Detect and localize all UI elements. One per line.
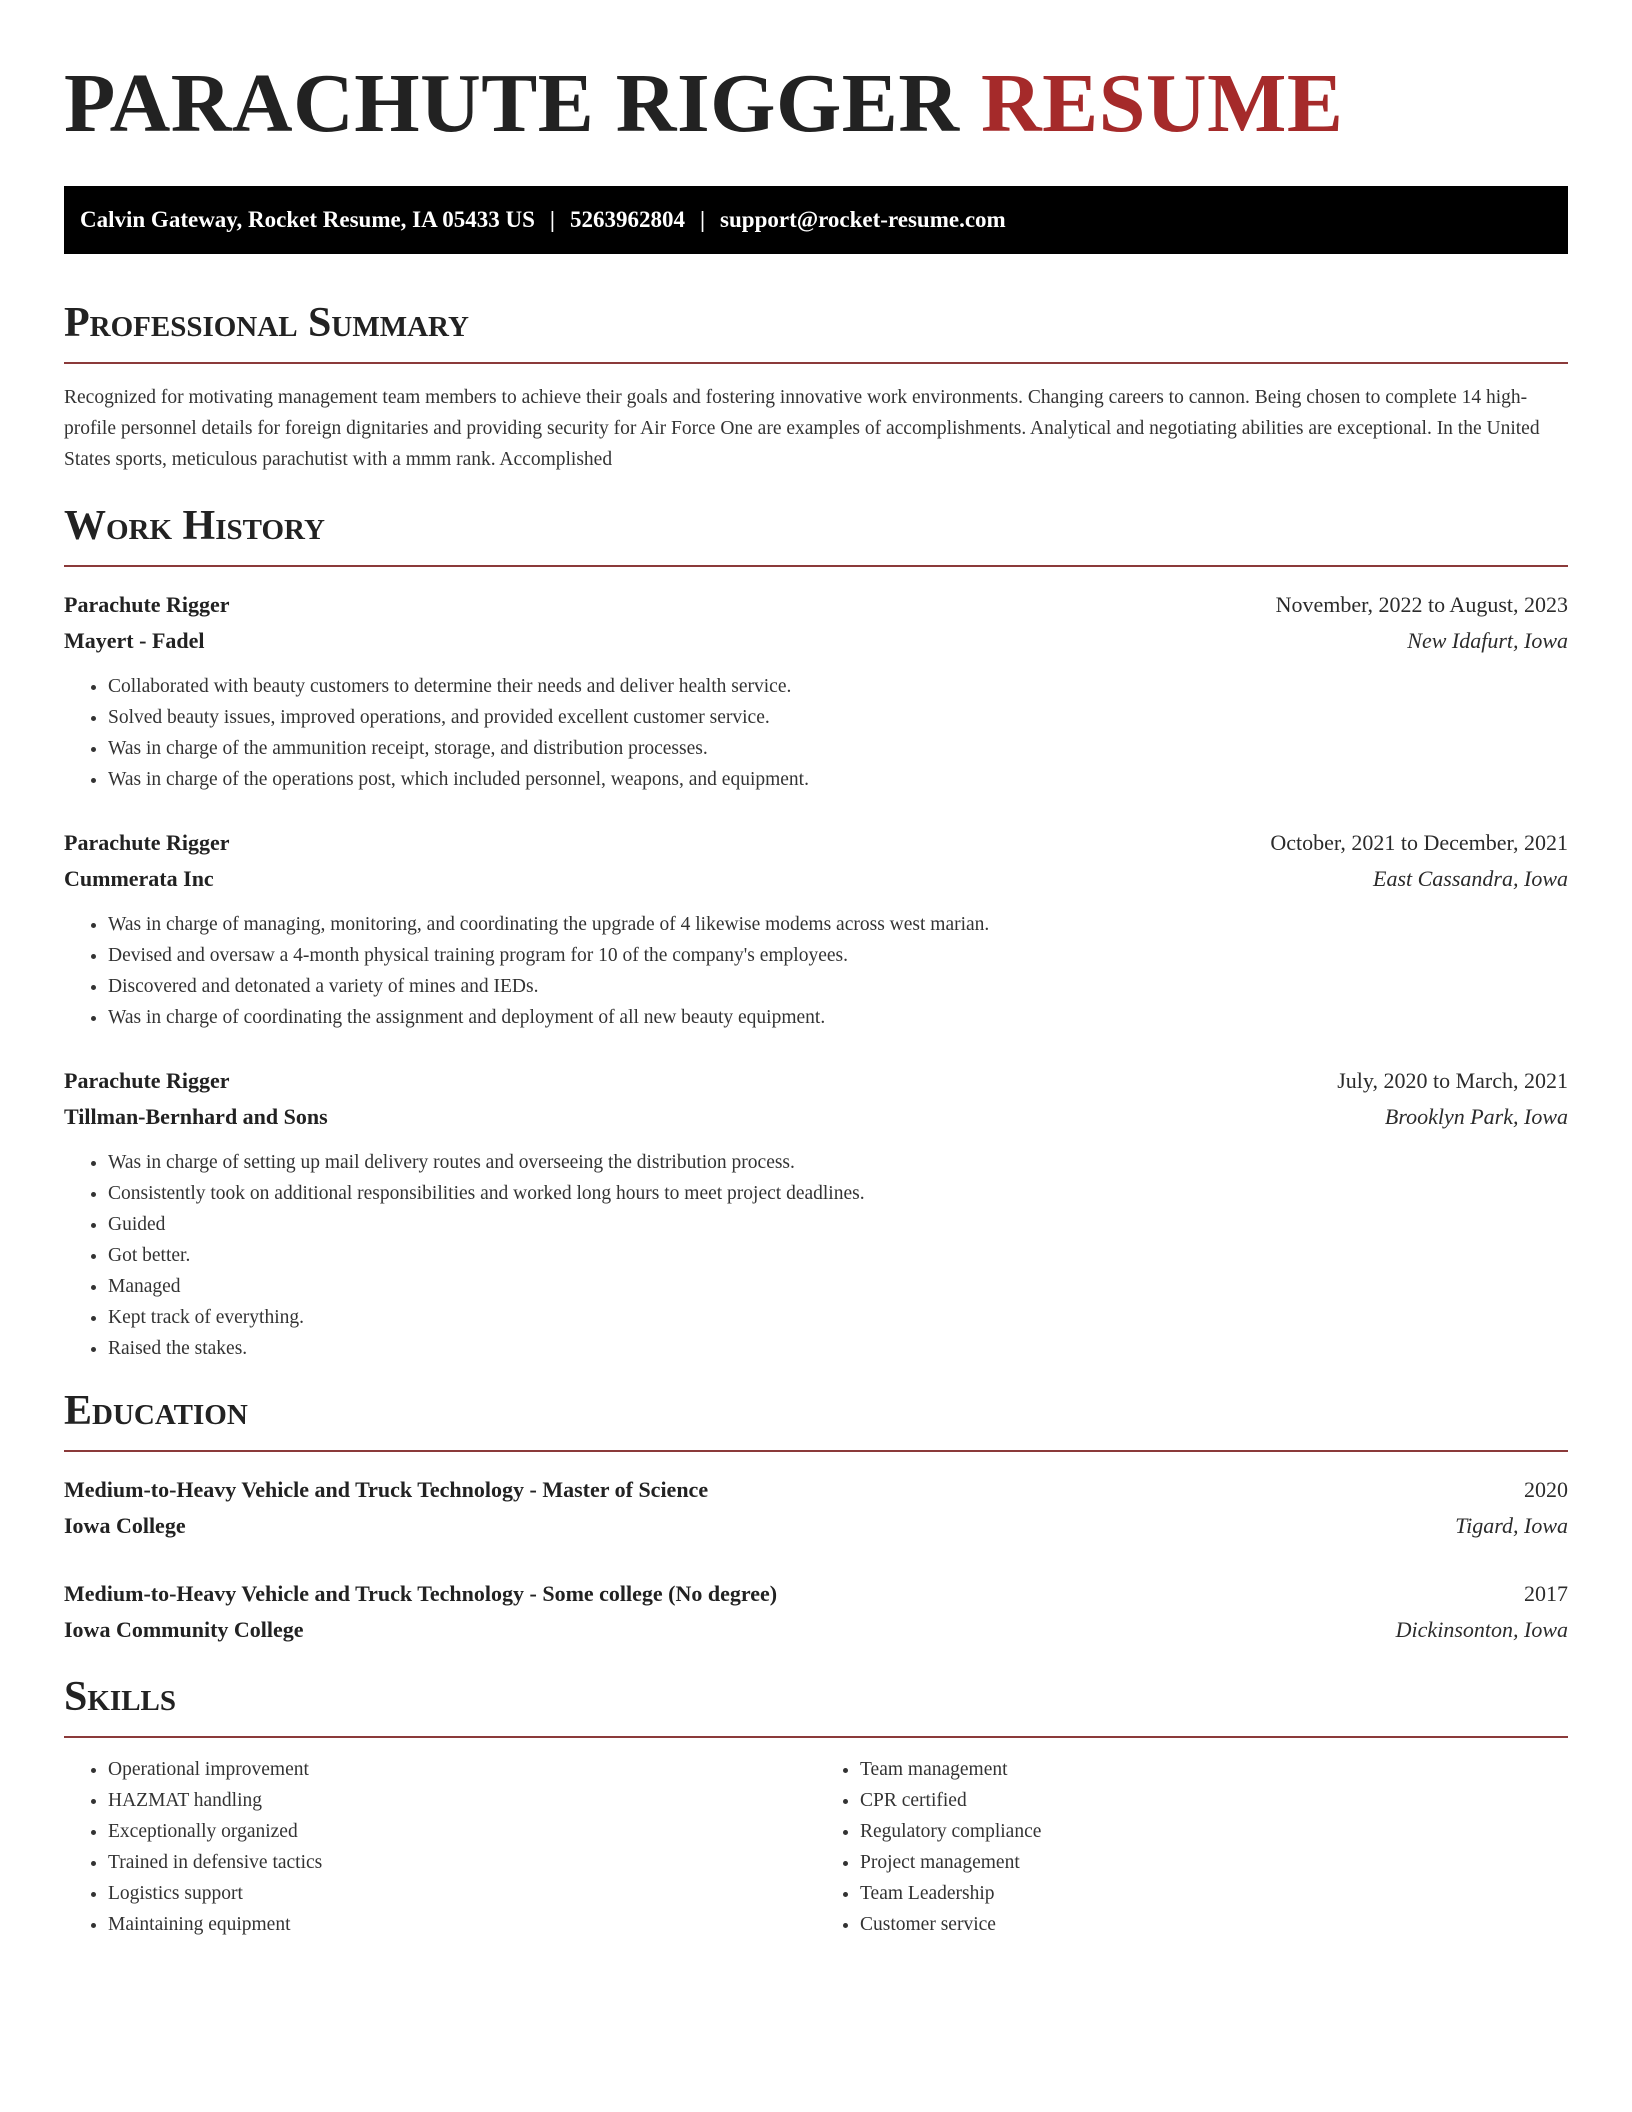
skill-item: • Trained in defensive tactics bbox=[108, 1847, 816, 1878]
resume-title bbox=[64, 56, 1568, 152]
skill-item: • Regulatory compliance bbox=[860, 1816, 1568, 1847]
education-year: 2017 bbox=[1524, 1581, 1568, 1606]
education-degree-row bbox=[64, 1472, 1568, 1508]
contact-separator: | bbox=[699, 207, 706, 232]
contact-email: support@rocket-resume.com bbox=[720, 207, 1006, 232]
education-school-row bbox=[64, 1508, 1568, 1544]
skill-item: • Customer service bbox=[860, 1909, 1568, 1940]
job-header-row bbox=[64, 825, 1568, 861]
job-company-row bbox=[64, 861, 1568, 897]
skill-item: • Maintaining equipment bbox=[108, 1909, 816, 1940]
summary-section bbox=[64, 298, 1568, 475]
skills-list-right bbox=[816, 1754, 1568, 1940]
work-history-section bbox=[64, 501, 1568, 1364]
job-bullet: • Guided bbox=[108, 1209, 1568, 1240]
skill-item: • Exceptionally organized bbox=[108, 1816, 816, 1847]
job-bullet: • Kept track of everything. bbox=[108, 1302, 1568, 1333]
skill-item: • CPR certified bbox=[860, 1785, 1568, 1816]
summary-text: Recognized for motivating management team members to achieve their goals and fostering innovative work environments. Changing careers to cannon. Being chosen to complete 14 high-profile personnel details for foreign dignitaries and providing security for Air Force One are examples of accomplishments. Analytical and negotiating abilities are exceptional. In the United States sports, meticulous parachutist with a mmm rank. Accomplished bbox=[64, 387, 1540, 470]
job-bullet: • Was in charge of coordinating the assignment and deployment of all new beauty equipment. bbox=[108, 1002, 1568, 1033]
job-entry bbox=[64, 587, 1568, 795]
education-heading: Education bbox=[64, 1386, 1568, 1452]
job-bullet: • Was in charge of the ammunition receipt, storage, and distribution processes. bbox=[108, 733, 1568, 764]
job-location: Brooklyn Park, Iowa bbox=[1384, 1104, 1568, 1129]
job-bullet: • Was in charge of the operations post, which included personnel, weapons, and equipment. bbox=[108, 764, 1568, 795]
job-bullets bbox=[64, 909, 1568, 1033]
job-bullet: • Solved beauty issues, improved operations, and provided excellent customer service. bbox=[108, 702, 1568, 733]
education-entry bbox=[64, 1472, 1568, 1544]
job-location: East Cassandra, Iowa bbox=[1373, 866, 1568, 891]
resume-title-main: PARACHUTE RIGGER bbox=[64, 57, 960, 150]
skills-section bbox=[64, 1672, 1568, 1940]
education-degree: Medium-to-Heavy Vehicle and Truck Technology - Master of Science bbox=[64, 1477, 709, 1502]
job-dates: July, 2020 to March, 2021 bbox=[1337, 1068, 1568, 1093]
contact-address: Calvin Gateway, Rocket Resume, IA 05433 US bbox=[80, 207, 535, 232]
education-location: Dickinsonton, Iowa bbox=[1395, 1617, 1568, 1642]
contact-separator: | bbox=[549, 207, 555, 232]
job-bullet: • Got better. bbox=[108, 1240, 1568, 1271]
skill-item: • Project management bbox=[860, 1847, 1568, 1878]
education-degree: Medium-to-Heavy Vehicle and Truck Technology - Some college (No degree) bbox=[64, 1581, 778, 1606]
education-school: Iowa College bbox=[64, 1513, 186, 1538]
education-year: 2020 bbox=[1524, 1477, 1568, 1502]
skills-heading: Skills bbox=[64, 1672, 1568, 1738]
contact-phone: 5263962804 bbox=[569, 207, 685, 232]
education-school-row bbox=[64, 1612, 1568, 1648]
job-bullets bbox=[64, 671, 1568, 795]
job-bullet: • Devised and oversaw a 4-month physical training program for 10 of the company's employees. bbox=[108, 940, 1568, 971]
job-entry bbox=[64, 1063, 1568, 1364]
work-history-heading: Work History bbox=[64, 501, 1568, 567]
job-entry bbox=[64, 825, 1568, 1033]
education-section bbox=[64, 1386, 1568, 1648]
job-title: Parachute Rigger bbox=[64, 592, 230, 617]
job-location: New Idafurt, Iowa bbox=[1407, 628, 1568, 653]
job-bullet: • Was in charge of setting up mail delivery routes and overseeing the distribution process. bbox=[108, 1147, 1568, 1178]
job-header-row bbox=[64, 1063, 1568, 1099]
job-company: Tillman-Bernhard and Sons bbox=[64, 1104, 328, 1129]
resume-title-accent: RESUME bbox=[981, 57, 1344, 150]
job-dates: November, 2022 to August, 2023 bbox=[1275, 592, 1568, 617]
education-school: Iowa Community College bbox=[64, 1617, 304, 1642]
skill-item: • Operational improvement bbox=[108, 1754, 816, 1785]
education-degree-row bbox=[64, 1576, 1568, 1612]
skill-item: • Logistics support bbox=[108, 1878, 816, 1909]
job-company: Mayert - Fadel bbox=[64, 628, 205, 653]
skills-list-left bbox=[64, 1754, 816, 1940]
skills-columns bbox=[64, 1754, 1568, 1940]
education-entry bbox=[64, 1576, 1568, 1648]
skill-item: • Team Leadership bbox=[860, 1878, 1568, 1909]
summary-heading: Professional Summary bbox=[64, 298, 1568, 364]
job-header-row bbox=[64, 587, 1568, 623]
job-bullet: • Managed bbox=[108, 1271, 1568, 1302]
job-bullet: • Collaborated with beauty customers to determine their needs and deliver health service. bbox=[108, 671, 1568, 702]
job-company-row bbox=[64, 623, 1568, 659]
job-title: Parachute Rigger bbox=[64, 1068, 230, 1093]
education-location: Tigard, Iowa bbox=[1455, 1513, 1568, 1538]
contact-bar bbox=[64, 186, 1568, 254]
skill-item: • HAZMAT handling bbox=[108, 1785, 816, 1816]
job-bullet: • Consistently took on additional responsibilities and worked long hours to meet project deadlines. bbox=[108, 1178, 1568, 1209]
job-dates: October, 2021 to December, 2021 bbox=[1270, 830, 1568, 855]
job-bullet: • Raised the stakes. bbox=[108, 1333, 1568, 1364]
skill-item: • Team management bbox=[860, 1754, 1568, 1785]
job-company: Cummerata Inc bbox=[64, 866, 214, 891]
job-bullets bbox=[64, 1147, 1568, 1364]
job-company-row bbox=[64, 1099, 1568, 1135]
job-title: Parachute Rigger bbox=[64, 830, 230, 855]
job-bullet: • Was in charge of managing, monitoring, and coordinating the upgrade of 4 likewise modems across west marian. bbox=[108, 909, 1568, 940]
job-bullet: • Discovered and detonated a variety of mines and IEDs. bbox=[108, 971, 1568, 1002]
